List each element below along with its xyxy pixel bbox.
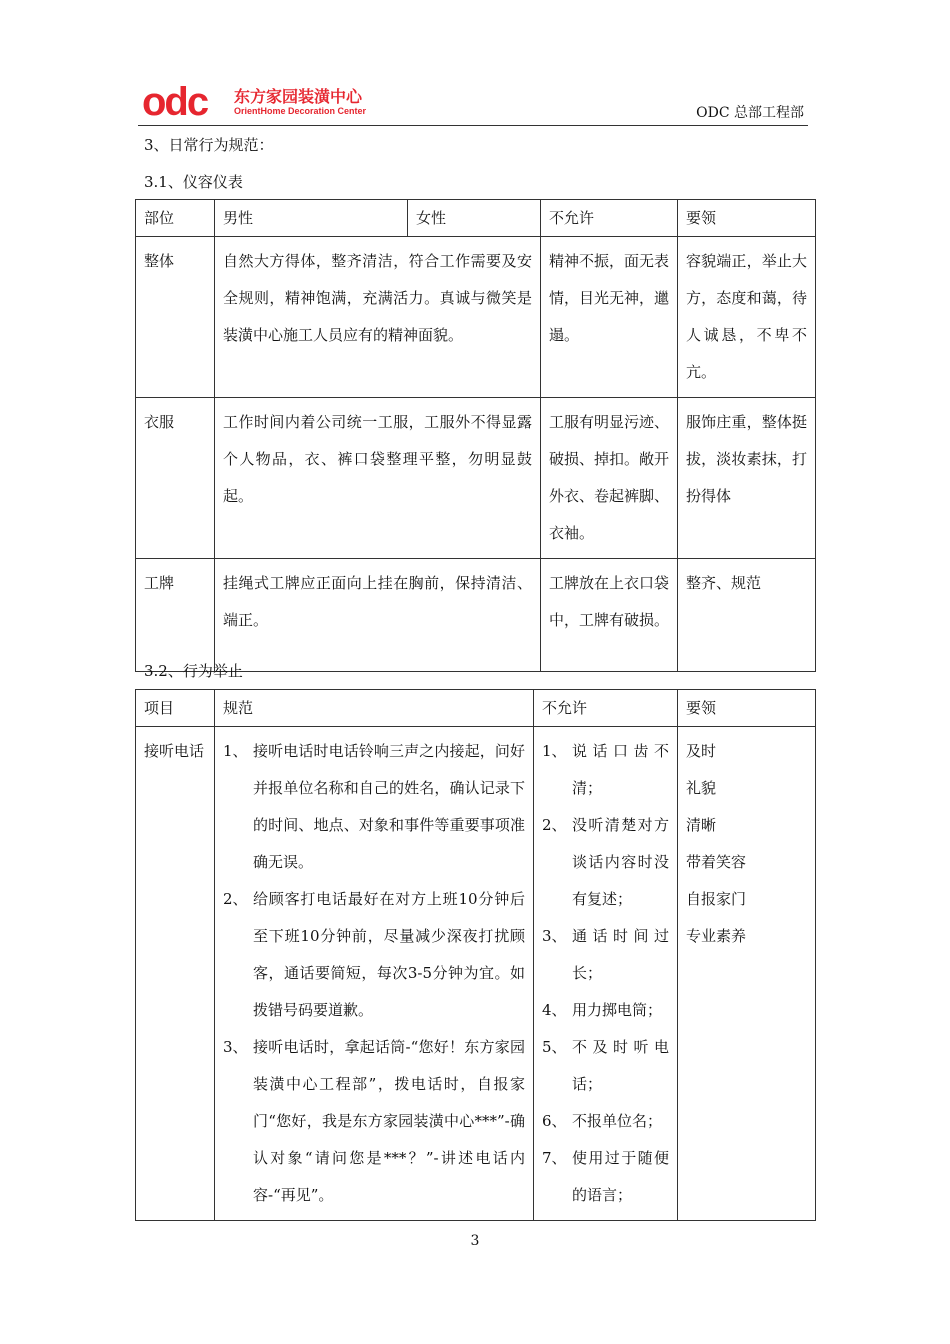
cell-standard: 工作时间内着公司统一工服，工服外不得显露个人物品，衣、裤口袋整理平整，勿明显鼓起。 [215,398,541,559]
table-row [136,727,816,1221]
header-cell-key: 要领 [678,690,816,727]
table-row [136,559,816,672]
header-cell-not-allowed: 不允许 [534,690,678,727]
list-text: 接听电话时电话铃响三声之内接起，问好并报单位名称和自己的姓名，确认记录下的时间、地点、对象和事件等重要事项准确无误。 [253,742,525,871]
list-item [542,1029,669,1103]
cell-item: 接听电话 [136,727,215,1221]
behavior-table [135,689,816,1221]
list-text: 用力掷电筒； [572,1001,663,1019]
header-cell-key: 要领 [678,200,816,237]
key-point: 专业素养 [686,927,747,945]
odc-logo: odc [142,80,208,124]
list-text: 使用过于随便的语言； [572,1149,669,1204]
header-cell-male: 男性 [215,200,408,237]
section-title: 3、日常行为规范： [144,136,274,154]
header-cell-part: 部位 [136,200,215,237]
cell-not-allowed: 工牌放在上衣口袋中，工牌有破损。 [541,559,678,672]
list-text: 说话口齿不清； [572,742,669,797]
cell-standards [215,727,534,1221]
subsection-title-appearance: 3.1、仪容仪表 [144,173,243,191]
list-item [223,733,525,881]
header-cell-item: 项目 [136,690,215,727]
page-number: 3 [470,1233,480,1249]
list-number: 2、 [223,890,248,908]
list-item [223,881,525,1029]
list-number: 1、 [223,742,248,760]
appearance-table [135,199,816,672]
key-point: 礼貌 [686,779,717,797]
header-cell-not-allowed: 不允许 [541,200,678,237]
key-point: 清晰 [686,816,717,834]
table-row [136,398,816,559]
cell-key: 整齐、规范 [678,559,816,672]
list-item [542,807,669,918]
cell-key [678,727,816,1221]
list-text: 接听电话时，拿起话筒-“您好！东方家园装潢中心工程部”，拨电话时，自报家门“您好，我是东方家园装潢中心***”-确认对象“请问您是***？”-讲述电话内容-“再见”。 [253,1038,525,1204]
list-number: 5、 [542,1038,567,1056]
header-cell-female: 女性 [408,200,541,237]
cell-not-allowed [534,727,678,1221]
key-point: 带着笑容 [686,853,747,871]
cell-not-allowed: 工服有明显污迹、破损、掉扣。敞开外衣、卷起裤脚、衣袖。 [541,398,678,559]
cell-standard: 自然大方得体，整齐清洁，符合工作需要及安全规则，精神饱满，充满活力。真诚与微笑是装潢中心施工人员应有的精神面貌。 [215,237,541,398]
table-header-row [136,200,816,237]
list-number: 7、 [542,1149,567,1167]
table-row [136,237,816,398]
logo-chinese-name: 东方家园装潢中心 [234,87,363,106]
key-point: 及时 [686,742,717,760]
list-item [542,1103,669,1140]
cell-standard: 挂绳式工牌应正面向上挂在胸前，保持清洁、端正。 [215,559,541,672]
cell-part: 工牌 [136,559,215,672]
cell-key: 容貌端正，举止大方，态度和蔼，待人诚恳，不卑不亢。 [678,237,816,398]
list-number: 3、 [542,927,567,945]
list-item [223,1029,525,1214]
logo-english-name: OrientHome Decoration Center [234,106,367,116]
list-number: 6、 [542,1112,567,1130]
list-item [542,1140,669,1214]
list-number: 1、 [542,742,567,760]
cell-key: 服饰庄重，整体挺拔，淡妆素抹，打扮得体 [678,398,816,559]
list-item [542,992,669,1029]
list-text: 给顾客打电话最好在对方上班10分钟后至下班10分钟前，尽量减少深夜打扰顾客，通话要简短，每次3-5分钟为宜。如拨错号码要道歉。 [253,890,525,1019]
list-text: 没听清楚对方谈话内容时没有复述； [572,816,669,908]
list-text: 不报单位名； [572,1112,663,1130]
list-text: 不及时听电话； [572,1038,669,1093]
subsection-title-behavior: 3.2、行为举止 [144,662,243,680]
list-number: 2、 [542,816,567,834]
header-cell-standard: 规范 [215,690,534,727]
header-department: ODC 总部工程部 [696,105,804,121]
list-text: 通话时间过长； [572,927,669,982]
list-item [542,733,669,807]
list-item [542,918,669,992]
cell-part: 整体 [136,237,215,398]
table-header-row [136,690,816,727]
list-number: 4、 [542,1001,567,1019]
key-point: 自报家门 [686,890,747,908]
page-header [138,82,808,126]
list-number: 3、 [223,1038,248,1056]
cell-not-allowed: 精神不振，面无表情，目光无神，邋遢。 [541,237,678,398]
cell-part: 衣服 [136,398,215,559]
header-divider [138,125,808,126]
